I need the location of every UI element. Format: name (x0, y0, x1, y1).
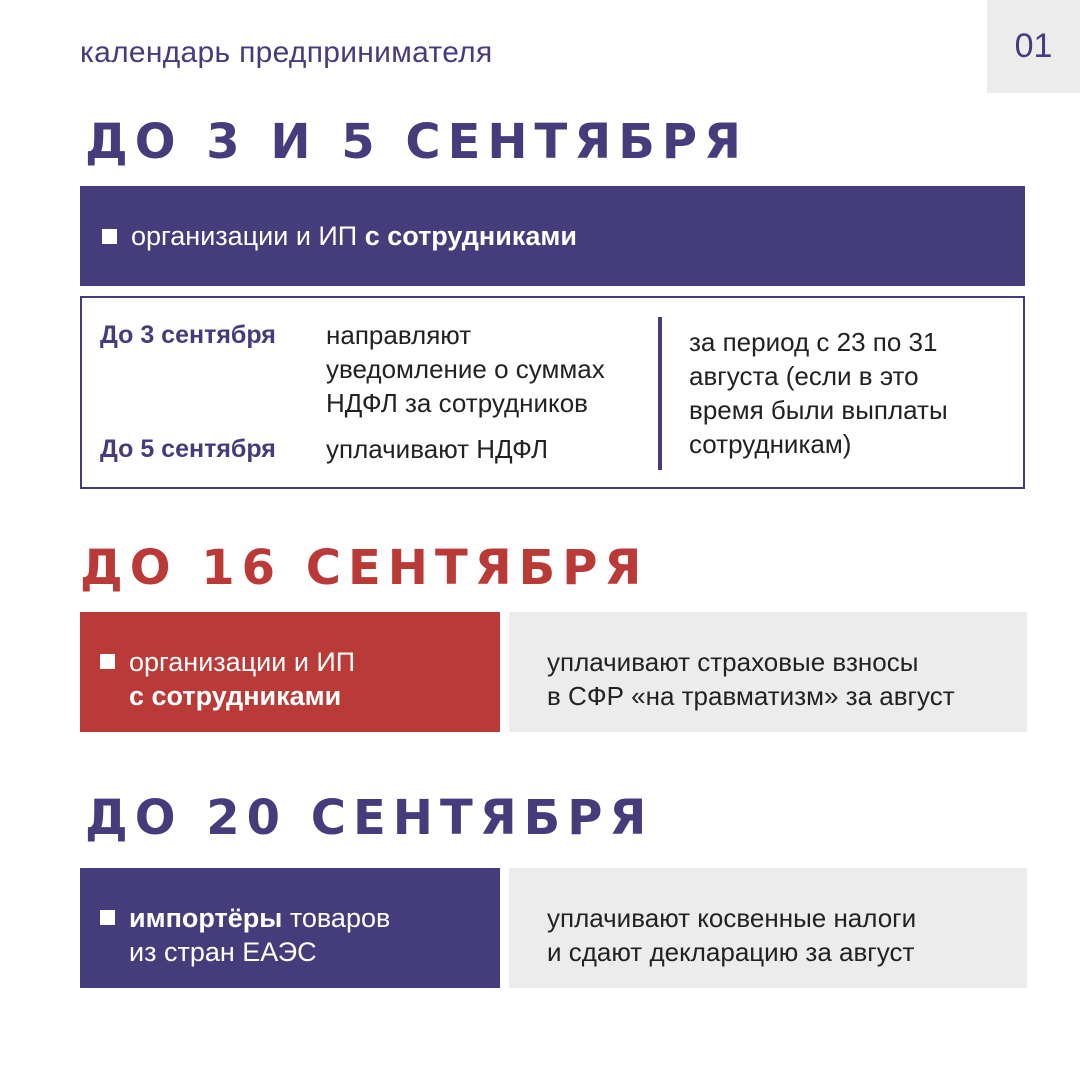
action-line: направляют (326, 320, 472, 350)
audience-line: импортёры товаров (129, 903, 391, 933)
audience-line: из стран ЕАЭС (129, 937, 317, 967)
page-number: 01 (1014, 27, 1053, 65)
section1-audience-text: организации и ИП с сотрудниками (131, 220, 577, 251)
square-bullet-icon (100, 910, 115, 925)
action-line: НДФЛ за сотрудников (326, 388, 588, 418)
period-line: августа (если в это (689, 361, 919, 391)
period-text (689, 325, 948, 461)
page-number-badge (987, 0, 1080, 93)
section3-audience-text (129, 901, 390, 969)
period-line: время были выплаты (689, 395, 948, 425)
section2-heading: ДО 16 СЕНТЯБРЯ (80, 540, 649, 596)
section2-action-text (547, 645, 1027, 713)
square-bullet-icon (100, 654, 115, 669)
section3-audience-block (80, 868, 500, 988)
section3-action-block (509, 868, 1027, 988)
section3-heading: ДО 20 СЕНТЯБРЯ (85, 790, 654, 846)
section3-action-text (547, 901, 1027, 969)
section2-action-block (509, 612, 1027, 732)
action-line: уплачивают косвенные налоги (547, 903, 917, 933)
section1-heading: ДО 3 И 5 СЕНТЯБРЯ (85, 114, 748, 170)
date-label-sep3: До 3 сентября (100, 321, 276, 349)
calendar-title: календарь предпринимателя (80, 36, 493, 69)
action-line: и сдают декларацию за август (547, 937, 915, 967)
period-line: за период с 23 по 31 (689, 327, 938, 357)
audience-line: с сотрудниками (129, 681, 342, 711)
date-label-sep5: До 5 сентября (100, 435, 276, 463)
audience-line: организации и ИП (129, 647, 356, 677)
section2-audience-block (80, 612, 500, 732)
action-line: в СФР «на травматизм» за август (547, 681, 955, 711)
action-line: уплачивают страховые взносы (547, 647, 919, 677)
action-text-sep3 (326, 318, 605, 420)
action-line: уведомление о суммах (326, 354, 605, 384)
square-bullet-icon (102, 229, 117, 244)
section2-audience-text (129, 645, 355, 713)
action-line: уплачивают НДФЛ (326, 434, 549, 464)
period-line: сотрудникам) (689, 429, 852, 459)
column-divider (658, 317, 662, 470)
section1-audience-bar (80, 186, 1025, 286)
action-text-sep5 (326, 432, 548, 466)
